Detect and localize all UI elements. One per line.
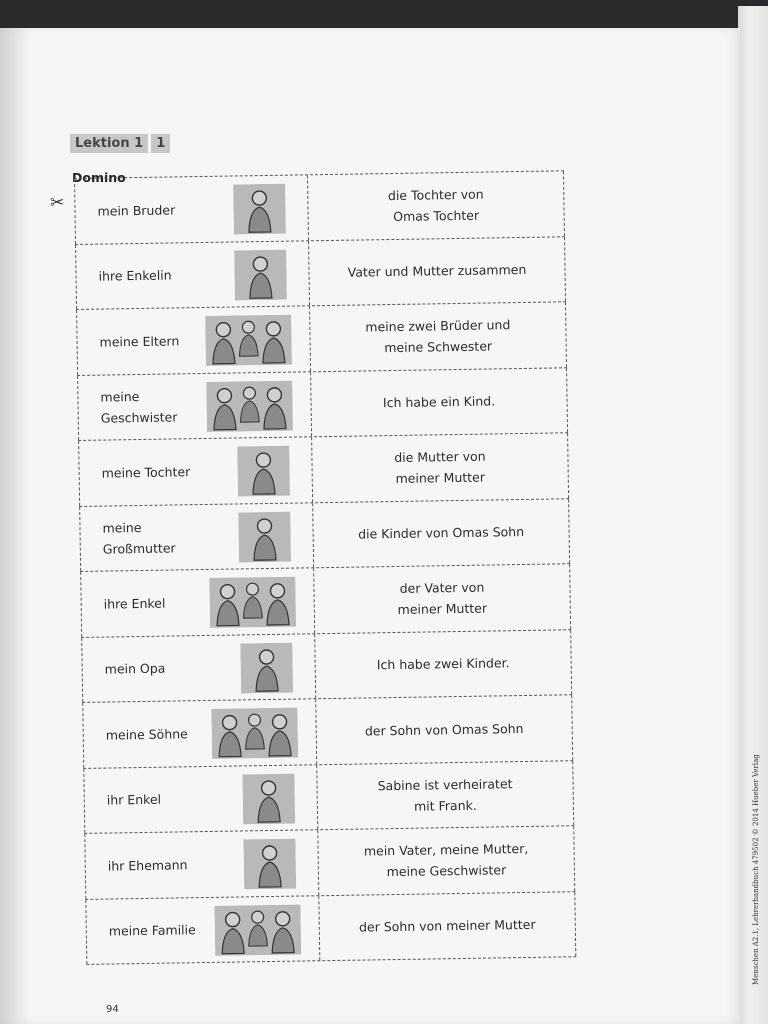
domino-card-row [82,694,573,767]
domino-term: meine Geschwister [100,388,178,426]
domino-term-cell [85,896,320,964]
domino-definition: die Kinder von Omas Sohn [313,499,570,568]
domino-term: ihr Enkel [106,791,162,808]
page-number: 94 [106,1004,119,1015]
domino-table [74,170,576,965]
scissors-icon: ✂ [50,193,65,213]
family-illustration-icon [214,904,301,955]
domino-term: meine Großmutter [102,519,176,557]
domino-card-row [84,825,575,898]
domino-definition: meine zwei Brüder und meine Schwester [310,302,567,371]
domino-definition: die Tochter von Omas Tochter [308,171,565,240]
lesson-number: 1 [151,134,170,153]
copyright-notice: Menschen A2.1, Lehrerhandbuch 479502 © 2014 Hueber Verlag [752,754,760,985]
grandchildren-illustration-icon [209,577,296,628]
domino-term-cell [79,503,314,571]
domino-definition: Ich habe ein Kind. [311,368,568,437]
worksheet-title: Domino [72,170,126,185]
domino-term: meine Söhne [105,726,188,743]
sons-illustration-icon [211,708,298,759]
domino-term: meine Familie [108,922,196,939]
domino-term-cell [77,372,312,440]
domino-term-cell [81,634,316,702]
granddaughter-illustration-icon [234,249,287,300]
domino-definition: der Sohn von meiner Mutter [319,892,576,961]
domino-term: meine Tochter [101,463,191,481]
domino-card-row [81,629,572,702]
domino-card-row [83,760,574,833]
lesson-label-text: Lektion 1 [70,134,148,153]
domino-term-cell [82,699,317,767]
page-gutter-shadow [0,28,30,1024]
domino-term: ihr Ehemann [107,857,188,874]
domino-card-row [80,563,571,636]
domino-card-row [77,367,568,440]
brother-illustration-icon [233,184,286,235]
domino-term-cell [80,568,315,636]
domino-card-row [78,432,569,505]
grandpa-illustration-icon [240,642,293,693]
domino-definition: der Vater von meiner Mutter [314,564,571,633]
domino-card-row [76,301,567,374]
daughter-illustration-icon [237,446,290,497]
domino-term-cell [75,241,310,309]
siblings-illustration-icon [206,380,293,431]
domino-card-row [75,236,566,309]
domino-card-row [79,498,570,571]
domino-term-cell [83,765,318,833]
domino-term: ihre Enkelin [98,267,172,284]
domino-definition: Sabine ist verheiratet mit Frank. [317,761,574,830]
domino-term: meine Eltern [99,333,180,350]
lesson-label [70,133,170,154]
grandmother-illustration-icon [238,511,291,562]
domino-definition: Vater und Mutter zusammen [309,237,566,306]
domino-term: ihre Enkel [103,595,166,612]
domino-term: mein Bruder [97,202,176,219]
domino-term-cell [76,306,311,374]
grandson-illustration-icon [242,773,295,824]
domino-definition: mein Vater, meine Mutter, meine Geschwister [318,826,575,895]
domino-term-cell [84,830,319,898]
domino-card-row [85,891,576,965]
domino-card-row [74,170,565,243]
domino-term-cell [78,437,313,505]
domino-definition: Ich habe zwei Kinder. [315,630,572,699]
domino-definition: der Sohn von Omas Sohn [316,695,573,764]
parents-illustration-icon [205,315,292,366]
domino-term: mein Opa [104,660,166,677]
domino-term-cell [74,175,309,243]
domino-definition: die Mutter von meiner Mutter [312,433,569,502]
husband-illustration-icon [243,839,296,890]
